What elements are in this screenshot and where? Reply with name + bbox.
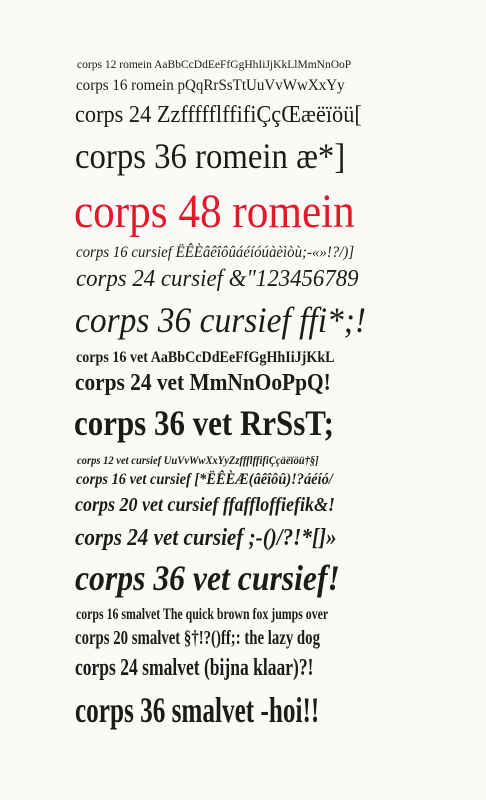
specimen-line-vet-cursief-20: corps 20 vet cursief ffaffloffiefik&! [75,494,335,516]
specimen-line-romein-36: corps 36 romein æ*] [75,136,346,176]
specimen-line-vet-16: corps 16 vet AaBbCcDdEeFfGgHhIiJjKkL [76,349,335,366]
specimen-line-romein-12: corps 12 romein AaBbCcDdEeFfGgHhIiJjKkLlMmNnOoP [77,57,352,71]
specimen-line-smalvet-36: corps 36 smalvet -hoi!! [75,690,320,730]
specimen-line-romein-24: corps 24 ZzffffflffifiÇçŒæëïöü[ [75,102,362,128]
specimen-line-vet-36: corps 36 vet RrSsT; [74,403,334,443]
specimen-line-vet-cursief-24: corps 24 vet cursief ;-()/?!*[]» [75,525,337,551]
specimen-line-cursief-24: corps 24 cursief &"123456789 [76,266,359,292]
specimen-line-cursief-36: corps 36 cursief ffi*;! [75,300,367,340]
specimen-line-smalvet-20: corps 20 smalvet §†!?()ff;: the lazy dog [75,627,320,649]
specimen-line-smalvet-16: corps 16 smalvet The quick brown fox jumps over [76,606,329,623]
specimen-line-vet-cursief-16: corps 16 vet cursief [*ËÊÈÆ(âêîôû)!?áéíó/ [76,471,333,488]
specimen-line-romein-48: corps 48 romein [74,185,355,238]
specimen-line-vet-cursief-36: corps 36 vet cursief! [75,558,340,598]
specimen-line-smalvet-24: corps 24 smalvet (bijna klaar)?! [75,655,314,681]
specimen-line-romein-16: corps 16 romein pQqRrSsTtUuVvWwXxYy [76,77,345,94]
specimen-line-vet-cursief-12: corps 12 vet cursief UuVvWwXxYyZzffflffifiÇçäëïöü†§] [77,453,319,467]
specimen-line-vet-24: corps 24 vet MmNnOoPpQ! [75,370,331,396]
specimen-line-cursief-16: corps 16 cursief ËÊÈâêîôûáéíóúàèìòù;-«»!?/)] [76,244,355,261]
